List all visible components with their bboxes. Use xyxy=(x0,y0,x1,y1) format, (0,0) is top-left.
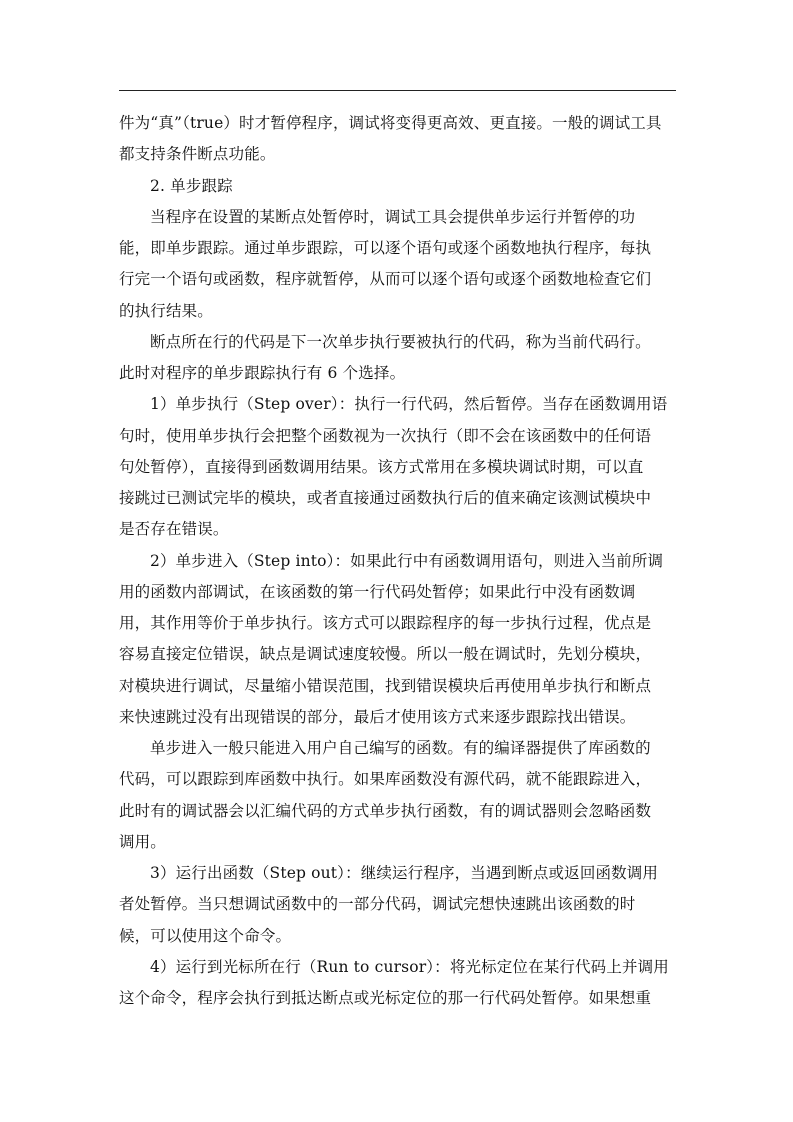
text-line: 对模块进行调试，尽量缩小错误范围，找到错误模块后再使用单步执行和断点 xyxy=(119,676,652,695)
text-line: 3）运行出函数（Step out）：继续运行程序，当遇到断点或返回函数调用 xyxy=(150,864,659,882)
text-line: 这个命令，程序会执行到抵达断点或光标定位的那一行代码处暂停。如果想重 xyxy=(119,989,652,1007)
text-line: 能，即单步跟踪。通过单步跟踪，可以逐个语句或逐个函数地执行程序，每执 xyxy=(119,239,652,257)
text-line: 候，可以使用这个命令。 xyxy=(119,926,292,945)
text-line: 用的函数内部调试，在该函数的第一行代码处暂停；如果此行中没有函数调 xyxy=(119,582,636,601)
text-line: 2. 单步跟踪 xyxy=(150,176,233,195)
text-line: 者处暂停。当只想调试函数中的一部分代码，调试完想快速跳出该函数的时 xyxy=(119,895,636,914)
text-line: 用，其作用等价于单步执行。该方式可以跟踪程序的每一步执行过程，优点是 xyxy=(119,614,652,632)
text-line: 此时有的调试器会以汇编代码的方式单步执行函数，有的调试器则会忽略函数 xyxy=(119,801,652,820)
text-line: 的执行结果。 xyxy=(119,301,213,320)
text-line: 来快速跳过没有出现错误的部分，最后才使用该方式来逐步跟踪找出错误。 xyxy=(119,707,636,726)
text-line: 单步进入一般只能进入用户自己编写的函数。有的编译器提供了库函数的 xyxy=(150,739,651,757)
text-line: 2）单步进入（Step into）：如果此行中有函数调用语句，则进入当前所调 xyxy=(150,551,664,570)
text-line: 断点所在行的代码是下一次单步执行要被执行的代码，称为当前代码行。 xyxy=(150,332,651,351)
text-line: 句处暂停），直接得到函数调用结果。该方式常用在多模块调试时期，可以直 xyxy=(119,457,644,476)
text-line: 都支持条件断点功能。 xyxy=(119,145,276,164)
page-body xyxy=(119,108,679,1014)
text-line: 件为“真”（true）时才暂停程序，调试将变得更高效、更直接。一般的调试工具 xyxy=(119,114,662,132)
text-line: 1）单步执行（Step over）：执行一行代码，然后暂停。当存在函数调用语 xyxy=(150,395,668,414)
text-line: 接跳过已测试完毕的模块，或者直接通过函数执行后的值来确定该测试模块中 xyxy=(119,489,652,507)
header-rule xyxy=(119,90,676,91)
text-line: 容易直接定位错误，缺点是调试速度较慢。所以一般在调试时，先划分模块， xyxy=(119,645,652,664)
text-line: 句时，使用单步执行会把整个函数视为一次执行（即不会在该函数中的任何语 xyxy=(119,426,652,445)
text-line: 当程序在设置的某断点处暂停时，调试工具会提供单步运行并暂停的功 xyxy=(150,207,636,226)
text-line: 4）运行到光标所在行（Run to cursor）：将光标定位在某行代码上并调用 xyxy=(150,957,669,976)
text-line: 是否存在错误。 xyxy=(119,520,229,539)
text-line: 调用。 xyxy=(119,832,166,851)
text-line: 行完一个语句或函数，程序就暂停，从而可以逐个语句或逐个函数地检查它们 xyxy=(119,270,652,289)
text-line: 此时对程序的单步跟踪执行有 6 个选择。 xyxy=(119,364,406,382)
text-line: 代码，可以跟踪到库函数中执行。如果库函数没有源代码，就不能跟踪进入， xyxy=(119,770,652,789)
